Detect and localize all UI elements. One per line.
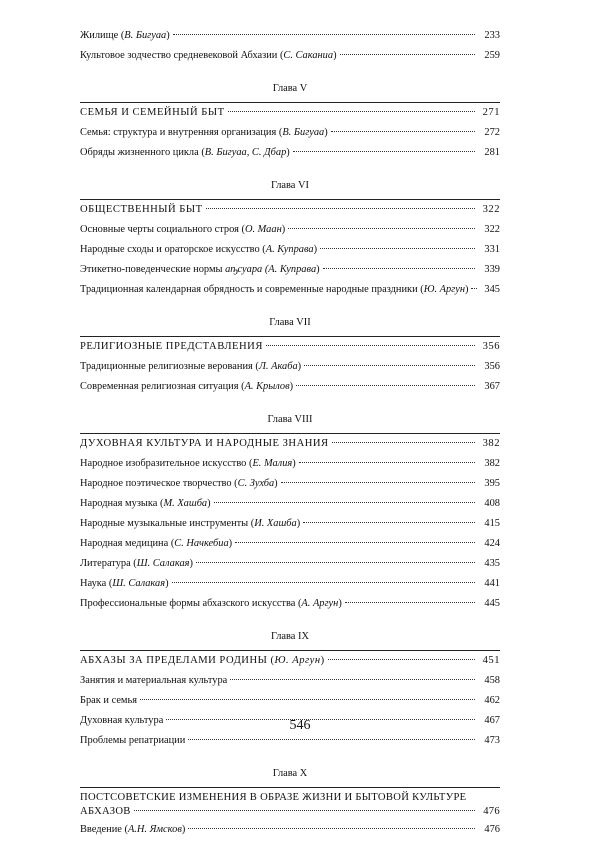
entry-suffix: ) <box>320 655 325 666</box>
entry-text: АБХАЗЫ ЗА ПРЕДЕЛАМИ РОДИНЫ ( <box>80 655 275 666</box>
entry-author: И. Хашба <box>254 518 297 529</box>
dot-leader <box>281 482 475 483</box>
entry-text: Народное поэтическое творчество ( <box>80 478 238 489</box>
entry-text: СЕМЬЯ И СЕМЕЙНЫЙ БЫТ <box>80 107 225 118</box>
entry-title <box>80 264 320 276</box>
dot-leader <box>196 562 475 563</box>
chapter-label: Глава X <box>272 768 308 779</box>
dot-leader <box>320 248 475 249</box>
entry-title <box>80 675 227 687</box>
toc-entry <box>80 598 500 618</box>
entry-suffix: ) <box>465 284 469 295</box>
entry-author: В. Бигуаа <box>124 30 167 41</box>
entry-title <box>80 695 137 707</box>
entry-text: Проблемы репатриации <box>80 735 186 746</box>
dot-leader <box>172 582 475 583</box>
entry-title <box>80 438 329 450</box>
entry-text: Традиционные религиозные верования ( <box>80 361 259 372</box>
toc-entry <box>80 50 500 70</box>
entry-author: О. Маан <box>244 224 282 235</box>
entry-text: Профессиональные формы абхазского искусства ( <box>80 598 302 609</box>
entry-text: Культовое зодчество средневековой Абхазии ( <box>80 50 284 61</box>
dot-leader <box>471 288 477 289</box>
dot-leader <box>299 462 475 463</box>
entry-text: АБХАЗОВ <box>80 806 131 817</box>
heading-line <box>80 806 500 820</box>
toc-entry <box>80 735 500 755</box>
toc-entry <box>80 498 500 518</box>
entry-suffix: ) <box>181 824 186 835</box>
entry-page: 415 <box>484 518 500 529</box>
entry-suffix: ) <box>289 381 294 392</box>
entry-suffix: ) <box>165 578 169 589</box>
entry-author: А. Крылов <box>244 381 290 392</box>
entry-title <box>80 284 468 296</box>
entry-suffix: ) <box>274 478 278 489</box>
toc-entry <box>80 695 500 715</box>
entry-title <box>80 824 185 836</box>
toc-entry <box>80 675 500 695</box>
entry-text: Жилище ( <box>80 30 125 41</box>
chapter-label: Глава VII <box>269 317 311 328</box>
chapter-heading <box>80 655 500 675</box>
entry-suffix: ) <box>292 458 296 469</box>
entry-text: Брак и семья <box>80 695 138 706</box>
entry-suffix: ) <box>207 498 211 509</box>
entry-title <box>80 204 203 216</box>
entry-author: аҧсуара (А. Куправа <box>225 264 317 275</box>
toc-entry <box>80 558 500 578</box>
dot-leader <box>228 111 475 112</box>
toc-entry <box>80 361 500 381</box>
dot-leader <box>293 151 475 152</box>
toc-entry <box>80 458 500 478</box>
entry-text: Народная музыка ( <box>80 498 164 509</box>
entry-suffix: ) <box>189 558 193 569</box>
entry-text: Основные черты социального строя ( <box>80 224 245 235</box>
entry-suffix: ) <box>296 518 301 529</box>
entry-page: 382 <box>484 458 500 469</box>
entry-text: Традиционная календарная обрядность и современные народные праздники ( <box>80 284 424 295</box>
chapter-heading <box>80 107 500 127</box>
dot-leader <box>296 385 475 386</box>
chapter-heading <box>80 792 500 820</box>
entry-page: 281 <box>484 147 500 158</box>
entry-title <box>80 558 193 570</box>
entry-author: А. Куправа <box>265 244 314 255</box>
entry-title <box>80 498 211 510</box>
entry-page: 272 <box>484 127 500 138</box>
entry-page: 356 <box>484 361 500 372</box>
entry-text: Современная религиозная ситуация ( <box>80 381 245 392</box>
entry-title <box>80 478 278 490</box>
heading-line: ПОСТСОВЕТСКИЕ ИЗМЕНЕНИЯ В ОБРАЗЕ ЖИЗНИ И БЫТОВОЙ КУЛЬТУРЕ <box>80 792 467 803</box>
dot-leader <box>345 602 475 603</box>
entry-text: Семья: структура и внутренняя организация ( <box>80 127 283 138</box>
chapter-heading <box>80 438 500 458</box>
entry-page: 445 <box>484 598 500 609</box>
dot-leader <box>323 268 475 269</box>
dot-leader <box>140 699 475 700</box>
entry-page: 271 <box>482 107 500 118</box>
dot-leader <box>303 522 475 523</box>
entry-title <box>80 518 300 530</box>
entry-author: Л. Акаба <box>258 361 298 372</box>
chapter-divider <box>80 199 500 200</box>
entry-author: Ш. Салакая <box>136 558 190 569</box>
chapter-divider <box>80 336 500 337</box>
chapter-heading <box>80 204 500 224</box>
entry-text: Литература ( <box>80 558 137 569</box>
entry-text: Народное изобразительное искусство ( <box>80 458 253 469</box>
dot-leader <box>235 542 475 543</box>
entry-title <box>80 735 185 747</box>
entry-page: 259 <box>484 50 500 61</box>
entry-page: 395 <box>484 478 500 489</box>
entry-text: ДУХОВНАЯ КУЛЬТУРА И НАРОДНЫЕ ЗНАНИЯ <box>80 438 329 449</box>
entry-page: 441 <box>484 578 500 589</box>
dot-leader <box>134 810 475 811</box>
entry-title <box>80 598 342 610</box>
entry-author: С. Саканиа <box>283 50 334 61</box>
entry-author: М. Хашба <box>163 498 208 509</box>
entry-page: 467 <box>484 715 500 726</box>
dot-leader <box>173 34 475 35</box>
entry-author: А.Н. Ямсков <box>127 824 182 835</box>
toc-entry <box>80 538 500 558</box>
entry-title <box>80 30 170 42</box>
entry-page: 462 <box>484 695 500 706</box>
entry-suffix: ) <box>281 224 286 235</box>
dot-leader <box>340 54 475 55</box>
dot-leader <box>328 659 475 660</box>
entry-title <box>80 578 169 590</box>
entry-suffix: ) <box>324 127 328 138</box>
entry-title <box>80 127 328 139</box>
chapter-label: Глава V <box>272 83 308 94</box>
entry-suffix: ) <box>316 264 320 275</box>
entry-page: 435 <box>484 558 500 569</box>
entry-page: 458 <box>484 675 500 686</box>
chapter-divider <box>80 650 500 651</box>
toc-entry <box>80 518 500 538</box>
entry-page: 473 <box>484 735 500 746</box>
entry-page: 322 <box>484 224 500 235</box>
entry-text: Народные музыкальные инструменты ( <box>80 518 255 529</box>
entry-author: А. Аргун <box>301 598 339 609</box>
entry-text: Духовная культура <box>80 715 164 726</box>
entry-author: В. Бигуаа <box>282 127 325 138</box>
toc-entry <box>80 824 500 844</box>
entry-page: 345 <box>484 284 500 295</box>
entry-text: Введение ( <box>80 824 128 835</box>
dot-leader <box>332 442 475 443</box>
toc-entry <box>80 478 500 498</box>
entry-suffix: ) <box>286 147 290 158</box>
dot-leader <box>230 679 475 680</box>
dot-leader <box>188 828 475 829</box>
toc-entry <box>80 264 500 284</box>
entry-suffix: ) <box>297 361 302 372</box>
entry-title <box>80 458 296 470</box>
toc-entry <box>80 244 500 264</box>
toc-entry <box>80 578 500 598</box>
entry-title <box>80 244 317 256</box>
entry-title <box>80 538 232 550</box>
entry-page: 367 <box>484 381 500 392</box>
entry-title <box>80 655 325 667</box>
toc-entry <box>80 224 500 244</box>
chapter-heading <box>80 341 500 361</box>
entry-page: 476 <box>483 806 500 817</box>
entry-page: 233 <box>484 30 500 41</box>
entry-text: Занятия и материальная культура <box>80 675 228 686</box>
entry-text: Наука ( <box>80 578 113 589</box>
dot-leader <box>188 739 475 740</box>
entry-page: 331 <box>484 244 500 255</box>
entry-text: Народная медицина ( <box>80 538 175 549</box>
chapter-divider <box>80 787 500 788</box>
dot-leader <box>304 365 475 366</box>
chapter-divider <box>80 102 500 103</box>
entry-text: РЕЛИГИОЗНЫЕ ПРЕДСТАВЛЕНИЯ <box>80 341 263 352</box>
page-number: 546 <box>289 718 311 733</box>
entry-suffix: ) <box>166 30 170 41</box>
chapter-divider <box>80 433 500 434</box>
entry-author: Ю. Аргун <box>274 655 321 666</box>
chapter-label: Глава VI <box>271 180 309 191</box>
entry-page: 356 <box>482 341 500 352</box>
entry-author: Ю. Аргун <box>423 284 466 295</box>
entry-page: 424 <box>484 538 500 549</box>
entry-page: 322 <box>482 204 500 215</box>
entry-author: Ш. Салакая <box>112 578 166 589</box>
entry-author: С. Начкебиа <box>174 538 229 549</box>
entry-title <box>80 341 263 353</box>
chapter-label: Глава VIII <box>267 414 313 425</box>
dot-leader <box>266 345 475 346</box>
toc-entry <box>80 381 500 401</box>
entry-author: В. Бигуаа, С. Дбар <box>204 147 287 158</box>
entry-title <box>80 107 225 119</box>
entry-author: С. Зухба <box>237 478 275 489</box>
chapter-label: Глава IX <box>271 631 309 642</box>
entry-title <box>80 381 293 393</box>
entry-suffix: ) <box>228 538 233 549</box>
entry-page: 451 <box>482 655 500 666</box>
entry-text: Народные сходы и ораторское искусство ( <box>80 244 266 255</box>
entry-text: ОБЩЕСТВЕННЫЙ БЫТ <box>80 204 203 215</box>
entry-page: 339 <box>484 264 500 275</box>
entry-suffix: ) <box>313 244 318 255</box>
dot-leader <box>214 502 475 503</box>
dot-leader <box>206 208 475 209</box>
dot-leader <box>331 131 475 132</box>
entry-title <box>80 224 285 236</box>
entry-text: Этикетно-поведенческие нормы <box>80 264 226 275</box>
entry-author: Е. Малия <box>252 458 293 469</box>
entry-text: Обряды жизненного цикла ( <box>80 147 205 158</box>
entry-page: 476 <box>484 824 500 835</box>
entry-suffix: ) <box>333 50 337 61</box>
toc-entry <box>80 30 500 50</box>
entry-title <box>80 50 337 62</box>
dot-leader <box>288 228 475 229</box>
entry-page: 408 <box>484 498 500 509</box>
toc-entry <box>80 284 500 304</box>
toc-entry <box>80 147 500 167</box>
toc-entry <box>80 127 500 147</box>
entry-title <box>80 361 301 373</box>
entry-title <box>80 147 290 159</box>
entry-suffix: ) <box>338 598 342 609</box>
entry-page: 382 <box>482 438 500 449</box>
